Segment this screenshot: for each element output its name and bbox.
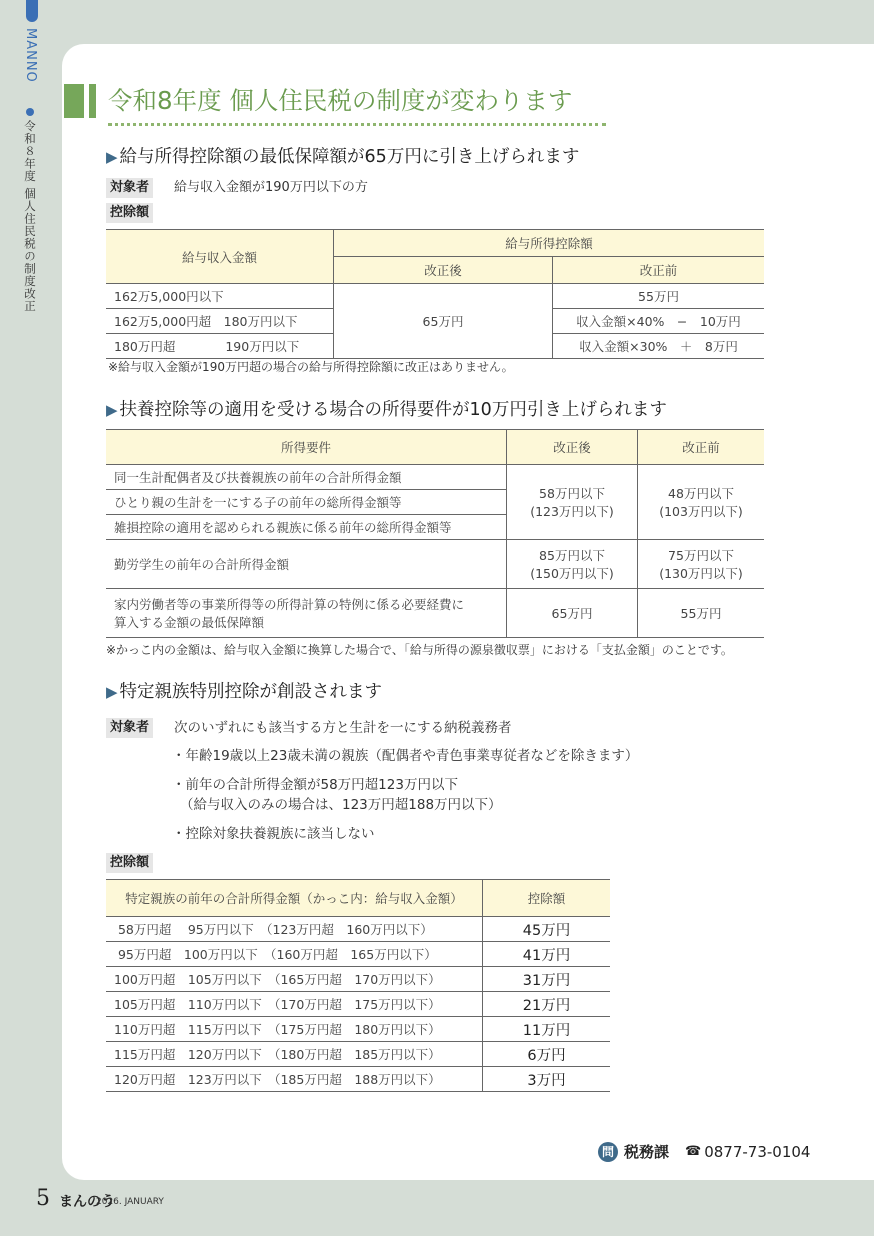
req-cell: 雑損控除の適用を認められる親族に係る前年の総所得金額等 bbox=[106, 515, 507, 540]
th-deduction: 給与所得控除額 bbox=[334, 230, 765, 257]
table-row bbox=[106, 465, 764, 490]
req-cell bbox=[106, 589, 507, 638]
amount-cell: 31万円 bbox=[483, 967, 611, 992]
section1-deduct-tag: 控除額 bbox=[106, 203, 153, 223]
income-cell: 180万円超 190万円以下 bbox=[106, 334, 334, 359]
range-cell: 120万円超 123万円以下 （185万円超 188万円以下） bbox=[106, 1067, 483, 1092]
amount-cell: 6万円 bbox=[483, 1042, 611, 1067]
income-cell: 162万5,000円超 180万円以下 bbox=[106, 309, 334, 334]
section3-target-tag: 対象者 bbox=[106, 718, 153, 738]
r2-before-cell bbox=[638, 540, 765, 589]
bullet-item: ・控除対象扶養親族に該当しない bbox=[172, 826, 375, 842]
th-income: 特定親族の前年の合計所得金額（かっこ内：給与収入金額） bbox=[106, 880, 483, 917]
th-before: 改正前 bbox=[638, 430, 765, 465]
before-cell: 収入金額×40% − 10万円 bbox=[553, 309, 765, 334]
before-cell: 55万円 bbox=[553, 284, 765, 309]
range-cell: 95万円超 100万円以下 （160万円超 165万円以下） bbox=[106, 942, 483, 967]
table-row bbox=[106, 967, 610, 992]
section3-deduct-tag: 控除額 bbox=[106, 853, 153, 873]
range-cell: 58万円超 95万円以下 （123万円超 160万円以下） bbox=[106, 917, 483, 942]
phone-icon: ☎ bbox=[685, 1144, 702, 1159]
publication-logo: まんのう bbox=[59, 1194, 115, 1210]
th-income: 給与収入金額 bbox=[106, 230, 334, 284]
inquiry-icon: 問 bbox=[598, 1142, 618, 1162]
th-after: 改正後 bbox=[334, 257, 553, 284]
bullet-item: ・年齢19歳以上23歳未満の親族（配偶者や青色事業専従者などを除きます） bbox=[172, 748, 639, 764]
g1-after-sub: (123万円以下) bbox=[530, 504, 614, 519]
amount-cell: 41万円 bbox=[483, 942, 611, 967]
section3-heading-text: 特定親族特別控除が創設されます bbox=[119, 682, 383, 702]
r3-after-cell: 65万円 bbox=[507, 589, 638, 638]
salary-deduction-table bbox=[106, 229, 764, 359]
g1-before-cell bbox=[638, 465, 765, 540]
th-req: 所得要件 bbox=[106, 430, 507, 465]
table-row bbox=[106, 917, 610, 942]
side-bullet-dot bbox=[26, 108, 34, 116]
triangle-icon: ▶ bbox=[106, 148, 118, 166]
table-row bbox=[106, 942, 610, 967]
r3-before-cell: 55万円 bbox=[638, 589, 765, 638]
section2-heading bbox=[106, 398, 667, 422]
section2-heading-text: 扶養控除等の適用を受ける場合の所得要件が10万円引き上げられます bbox=[119, 400, 667, 420]
th-after: 改正後 bbox=[507, 430, 638, 465]
title-accent-bar bbox=[64, 84, 84, 118]
r2-after-sub: (150万円以下) bbox=[530, 566, 614, 581]
table-row bbox=[106, 992, 610, 1017]
section1-target-text: 給与収入金額が190万円以下の方 bbox=[174, 180, 368, 195]
g1-after: 58万円以下 bbox=[539, 486, 605, 501]
section1-heading-text: 給与所得控除額の最低保障額が65万円に引き上げられます bbox=[119, 147, 580, 167]
req-line: 家内労働者等の事業所得等の所得計算の特例に係る必要経費に bbox=[114, 597, 465, 612]
triangle-icon: ▶ bbox=[106, 683, 118, 701]
amount-cell: 3万円 bbox=[483, 1067, 611, 1092]
range-cell: 100万円超 105万円以下 （165万円超 170万円以下） bbox=[106, 967, 483, 992]
amount-cell: 11万円 bbox=[483, 1017, 611, 1042]
triangle-icon: ▶ bbox=[106, 401, 118, 419]
r2-before: 75万円以下 bbox=[668, 548, 734, 563]
req-cell: 同一生計配偶者及び扶養親族の前年の合計所得金額 bbox=[106, 465, 507, 490]
r2-after: 85万円以下 bbox=[539, 548, 605, 563]
section3-target-text: 次のいずれにも該当する方と生計を一にする納税義務者 bbox=[174, 720, 512, 736]
special-deduction-table bbox=[106, 879, 610, 1092]
th-before: 改正前 bbox=[553, 257, 765, 284]
bullet-item: ・前年の合計所得金額が58万円超123万円以下 bbox=[172, 777, 458, 793]
req-line: 算入する金額の最低保障額 bbox=[114, 615, 265, 630]
g1-before: 48万円以下 bbox=[668, 486, 734, 501]
contact-info bbox=[598, 1141, 810, 1162]
section1-target-tag: 対象者 bbox=[106, 178, 153, 198]
section3-heading bbox=[106, 680, 382, 704]
income-cell: 162万5,000円以下 bbox=[106, 284, 334, 309]
range-cell: 110万円超 115万円以下 （175万円超 180万円以下） bbox=[106, 1017, 483, 1042]
section2-note: ※かっこ内の金額は、給与収入金額に換算した場合で、「給与所得の源泉徴収票」における「支払金額」のことです。 bbox=[106, 643, 733, 657]
income-requirement-table bbox=[106, 429, 764, 638]
side-section-title: 令和８年度 個人住民税の制度改正 bbox=[23, 120, 37, 313]
table-row bbox=[106, 540, 764, 589]
table-row bbox=[106, 1017, 610, 1042]
contact-dept: 税務課 bbox=[624, 1143, 670, 1161]
table-row bbox=[106, 284, 764, 309]
table-row bbox=[106, 1067, 610, 1092]
page-title: 令和8年度 個人住民税の制度が変わります bbox=[108, 86, 573, 115]
range-cell: 115万円超 120万円以下 （180万円超 185万円以下） bbox=[106, 1042, 483, 1067]
section1-note: ※給与収入金額が190万円超の場合の給与所得控除額に改正はありません。 bbox=[108, 360, 514, 374]
amount-cell: 45万円 bbox=[483, 917, 611, 942]
publication-date: 2026. JANUARY bbox=[96, 1197, 164, 1207]
bullet-item-sub: （給与収入のみの場合は、123万円超188万円以下） bbox=[180, 797, 502, 813]
r2-before-sub: (130万円以下) bbox=[659, 566, 743, 581]
range-cell: 105万円超 110万円以下 （170万円超 175万円以下） bbox=[106, 992, 483, 1017]
g1-before-sub: (103万円以下) bbox=[659, 504, 743, 519]
title-accent-bar-thin bbox=[89, 84, 96, 118]
title-dotted-divider bbox=[108, 123, 606, 126]
section1-heading bbox=[106, 145, 579, 169]
contact-phone: 0877-73-0104 bbox=[704, 1142, 811, 1161]
amount-cell: 21万円 bbox=[483, 992, 611, 1017]
req-cell: ひとり親の生計を一にする子の前年の総所得金額等 bbox=[106, 490, 507, 515]
sidebar-tab bbox=[26, 0, 38, 22]
r2-after-cell bbox=[507, 540, 638, 589]
req-cell: 勤労学生の前年の合計所得金額 bbox=[106, 540, 507, 589]
after-merged-cell: 65万円 bbox=[334, 284, 553, 359]
th-amount: 控除額 bbox=[483, 880, 611, 917]
side-logo: MANNO bbox=[23, 28, 38, 83]
table-row bbox=[106, 589, 764, 638]
page-number: 5 bbox=[36, 1186, 50, 1211]
table-row bbox=[106, 1042, 610, 1067]
before-cell: 収入金額×30% ＋ 8万円 bbox=[553, 334, 765, 359]
g1-after-cell bbox=[507, 465, 638, 540]
